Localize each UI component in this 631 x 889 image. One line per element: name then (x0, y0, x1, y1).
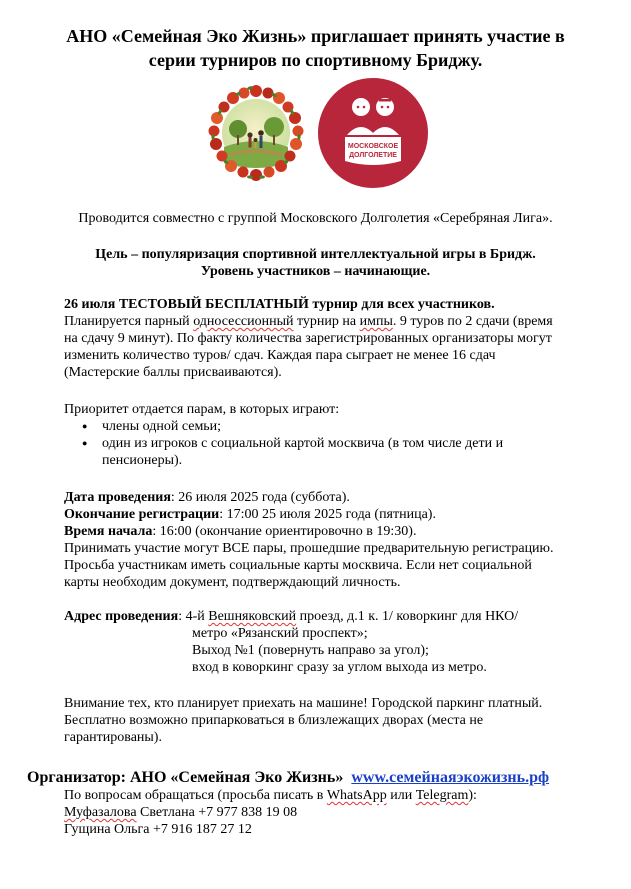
text-span: : 4-й (178, 609, 209, 624)
contact-1-name: Муфазалова (64, 805, 137, 820)
registration-value: : 17:00 25 июля 2025 года (пятница). (219, 507, 436, 522)
address-line-2: метро «Рязанский проспект»; (192, 626, 368, 641)
parking-line-1: Внимание тех, кто планирует приехать на машине! Городской паркинг платный. (64, 696, 543, 711)
goal-line-1: Цель – популяризация спортивной интеллектуальной игры в Бридж. (95, 247, 536, 262)
date-value: : 26 июля 2025 года (суббота). (170, 490, 350, 505)
text-span: Вешняковский (208, 609, 297, 624)
address-line-3: Выход №1 (повернуть направо за угол); (192, 643, 429, 658)
bullet-icon: ● (82, 421, 88, 431)
text-span: ): (468, 788, 477, 803)
apple-wreath-image (200, 77, 312, 189)
priority-block (64, 401, 609, 469)
goal-line-2: Уровень участников – начинающие. (200, 264, 431, 279)
registration-line (64, 506, 609, 523)
title-line-1: АНО «Семейная Эко Жизнь» приглашает принять участие в (66, 26, 565, 46)
family-eco-life-logo (200, 77, 312, 189)
tournament-heading: 26 июля ТЕСТОВЫЙ БЕСПЛАТНЫЙ турнир для всех участников. (64, 297, 495, 312)
contacts-block (64, 787, 609, 838)
goal-block (20, 246, 611, 280)
organizer-label: Организатор: АНО «Семейная Эко Жизнь» (27, 769, 344, 786)
text-span: . 9 туров по 2 сдачи (время (392, 314, 553, 329)
registration-label: Окончание регистрации (64, 507, 220, 522)
text-span: пенсионеры). (102, 453, 183, 468)
date-label: Дата проведения (64, 490, 171, 505)
text-span: турнир на (293, 314, 360, 329)
text-span: один из игроков с социальной картой москвича (в том числе дети и (102, 436, 504, 451)
text-span: односессионный (193, 314, 294, 329)
tournament-line-1 (64, 313, 609, 330)
organizer-line (27, 768, 627, 788)
parking-line-3: гарантированы). (64, 730, 162, 745)
address-block (64, 608, 609, 676)
contact-1-phone: Светлана +7 977 838 19 08 (136, 805, 298, 820)
text-span: Планируется парный (64, 314, 194, 329)
tournament-line-2: на сдачу 9 минут). По факту количества зарегистрированных организаторы могут (64, 331, 552, 346)
details-line-4: Принимать участие могут ВСЕ пары, прошедшие предварительную регистрацию. (64, 541, 554, 556)
organizer-website-link[interactable]: www.семейнаяэкожизнь.рф (351, 769, 550, 786)
priority-intro: Приоритет отдается парам, в которых играют: (64, 402, 340, 417)
parking-line-2: Бесплатно возможно припарковаться в близлежащих дворах (места не (64, 713, 484, 728)
start-time-value: : 16:00 (окончание ориентировочно в 19:30). (152, 524, 417, 539)
text-span: По вопросам обращаться (просьба писать в (64, 788, 327, 803)
text-span: члены одной семьи; (102, 419, 222, 434)
start-time-label: Время начала (64, 524, 153, 539)
contact-2: Гущина Ольга +7 916 187 27 12 (64, 822, 252, 837)
contacts-intro (64, 787, 609, 804)
address-line-4: вход в коворкинг сразу за углом выхода из метро. (192, 660, 487, 675)
moscow-longevity-logo (317, 77, 429, 189)
logo-text-1: МОСКОВСКОЕ (347, 143, 399, 150)
text-span: проезд, д.1 к. 1/ коворкинг для НКО/ (296, 609, 519, 624)
list-item (80, 435, 609, 469)
date-line (64, 489, 609, 506)
text-span: Telegram (415, 788, 469, 803)
text-span: или (386, 788, 416, 803)
contact-1 (64, 804, 609, 821)
text-span: импы (359, 314, 393, 329)
details-line-5: Просьба участникам иметь социальные карты москвича. Если нет социальной (64, 558, 532, 573)
details-block (64, 489, 609, 591)
priority-list (80, 418, 609, 469)
joint-text: Проводится совместно с группой Московского Долголетия «Серебряная Лига». (78, 211, 553, 226)
tournament-line-3: изменить количество туров/ сдач. Каждая пара сыграет не менее 16 сдач (64, 348, 496, 363)
address-label: Адрес проведения (64, 609, 179, 624)
title-line-2: серии турниров по спортивному Бриджу. (148, 50, 483, 70)
page-title (20, 24, 611, 72)
bullet-icon: ● (82, 438, 88, 448)
details-line-6: карты необходим документ, подтверждающий личность. (64, 575, 401, 590)
parking-block (64, 695, 609, 746)
moscow-longevity-emblem (317, 77, 429, 189)
text-span: WhatsApp (326, 788, 387, 803)
logo-text-2: ДОЛГОЛЕТИЕ (349, 152, 397, 159)
address-line-1 (64, 608, 609, 625)
tournament-block (64, 296, 609, 381)
list-item (80, 418, 609, 435)
start-time-line (64, 523, 609, 540)
tournament-line-4: (Мастерские баллы присваиваются). (64, 365, 282, 380)
